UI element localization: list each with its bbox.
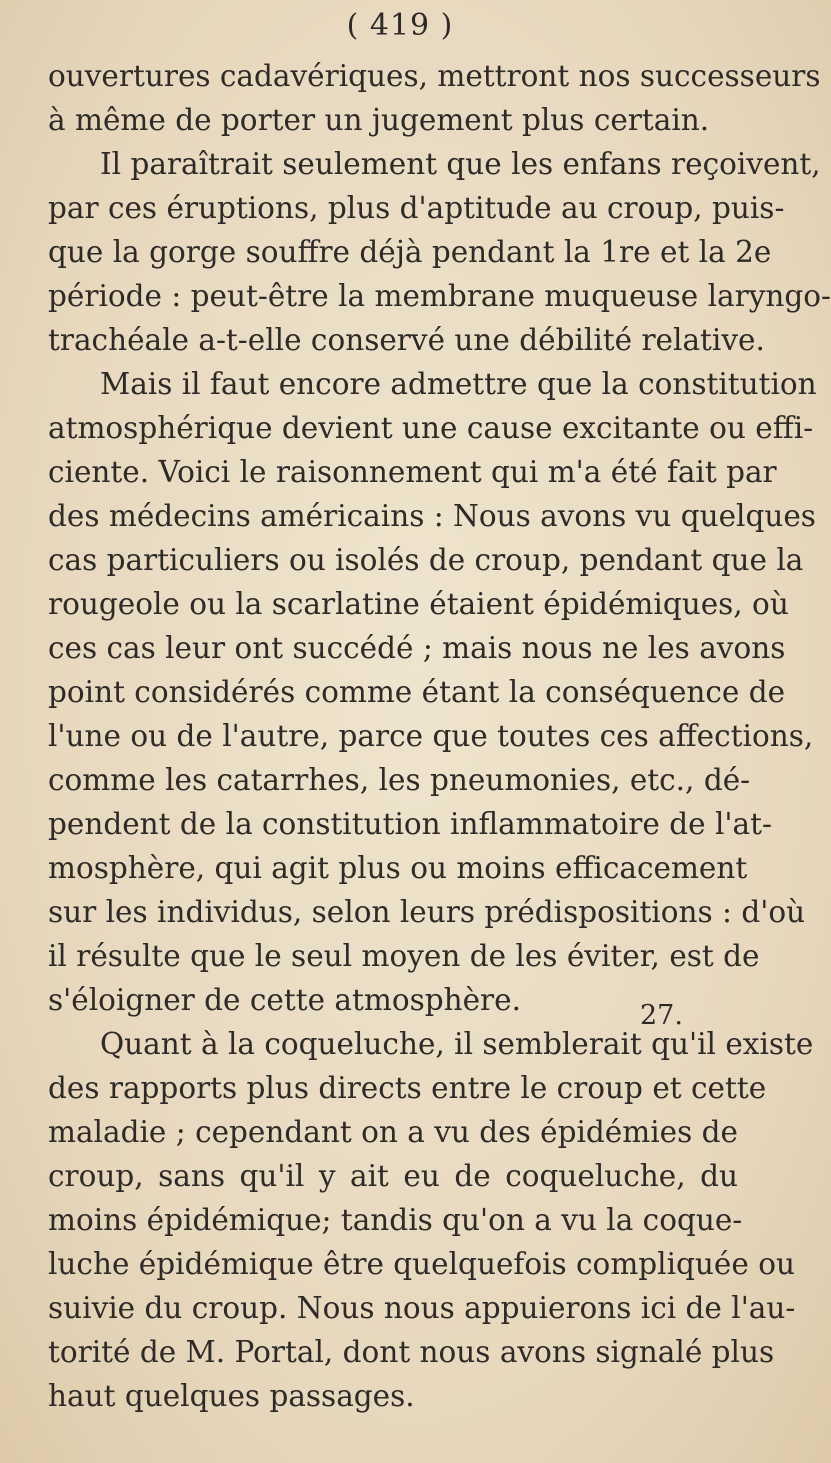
body-text: [48, 54, 831, 1418]
text-line: période : peut-être la membrane muqueuse laryngo-: [48, 279, 831, 313]
text-line: cas particuliers ou isolés de croup, pendant que la: [48, 543, 804, 577]
text-line: maladie ; cependant on a vu des épidémies de: [48, 1115, 738, 1149]
text-line: haut quelques passages.: [48, 1379, 415, 1413]
text-line: comme les catarrhes, les pneumonies, etc., dé-: [48, 763, 751, 797]
text-line: des médecins américains : Nous avons vu quelques: [48, 499, 816, 533]
text-line: rougeole ou la scarlatine étaient épidémiques, où: [48, 587, 789, 621]
text-line: ciente. Voici le raisonnement qui m'a été fait par: [48, 455, 777, 489]
text-line: luche épidémique être quelquefois compliquée ou: [48, 1247, 795, 1281]
text-line: à même de porter un jugement plus certain.: [48, 103, 710, 137]
text-line: atmosphérique devient une cause excitante ou effi-: [48, 411, 814, 445]
text-line: moins épidémique; tandis qu'on a vu la coque-: [48, 1203, 743, 1237]
text-line: torité de M. Portal, dont nous avons signalé plus: [48, 1335, 775, 1369]
text-line: ces cas leur ont succédé ; mais nous ne les avons: [48, 631, 786, 665]
text-line: Il paraîtrait seulement que les enfans reçoivent,: [100, 147, 821, 181]
text-line: mosphère, qui agit plus ou moins efficacement: [48, 851, 748, 885]
text-line: point considérés comme étant la conséquence de: [48, 675, 786, 709]
text-line: pendent de la constitution inflammatoire de l'at-: [48, 807, 772, 841]
text-line: sur les individus, selon leurs prédispositions : d'où: [48, 895, 806, 929]
signature-mark: 27.: [640, 1000, 683, 1031]
page-number: ( 419 ): [346, 8, 454, 43]
text-line: que la gorge souffre déjà pendant la 1re et la 2e: [48, 235, 772, 269]
text-line: il résulte que le seul moyen de les éviter, est de: [48, 939, 760, 973]
text-line: Quant à la coqueluche, il semblerait qu'il existe: [100, 1027, 814, 1061]
text-line: Mais il faut encore admettre que la constitution: [100, 367, 817, 401]
text-line: trachéale a-t-elle conservé une débilité relative.: [48, 323, 765, 357]
text-line: l'une ou de l'autre, parce que toutes ces affections,: [48, 719, 814, 753]
text-line: suivie du croup. Nous nous appuierons ici de l'au-: [48, 1291, 796, 1325]
text-line: des rapports plus directs entre le croup et cette: [48, 1071, 767, 1105]
text-line: croup, sans qu'il y ait eu de coqueluche, du: [48, 1159, 738, 1193]
text-line: ouvertures cadavériques, mettront nos successeurs: [48, 59, 821, 93]
text-line: par ces éruptions, plus d'aptitude au croup, puis-: [48, 191, 785, 225]
text-line: s'éloigner de cette atmosphère.: [48, 983, 521, 1017]
